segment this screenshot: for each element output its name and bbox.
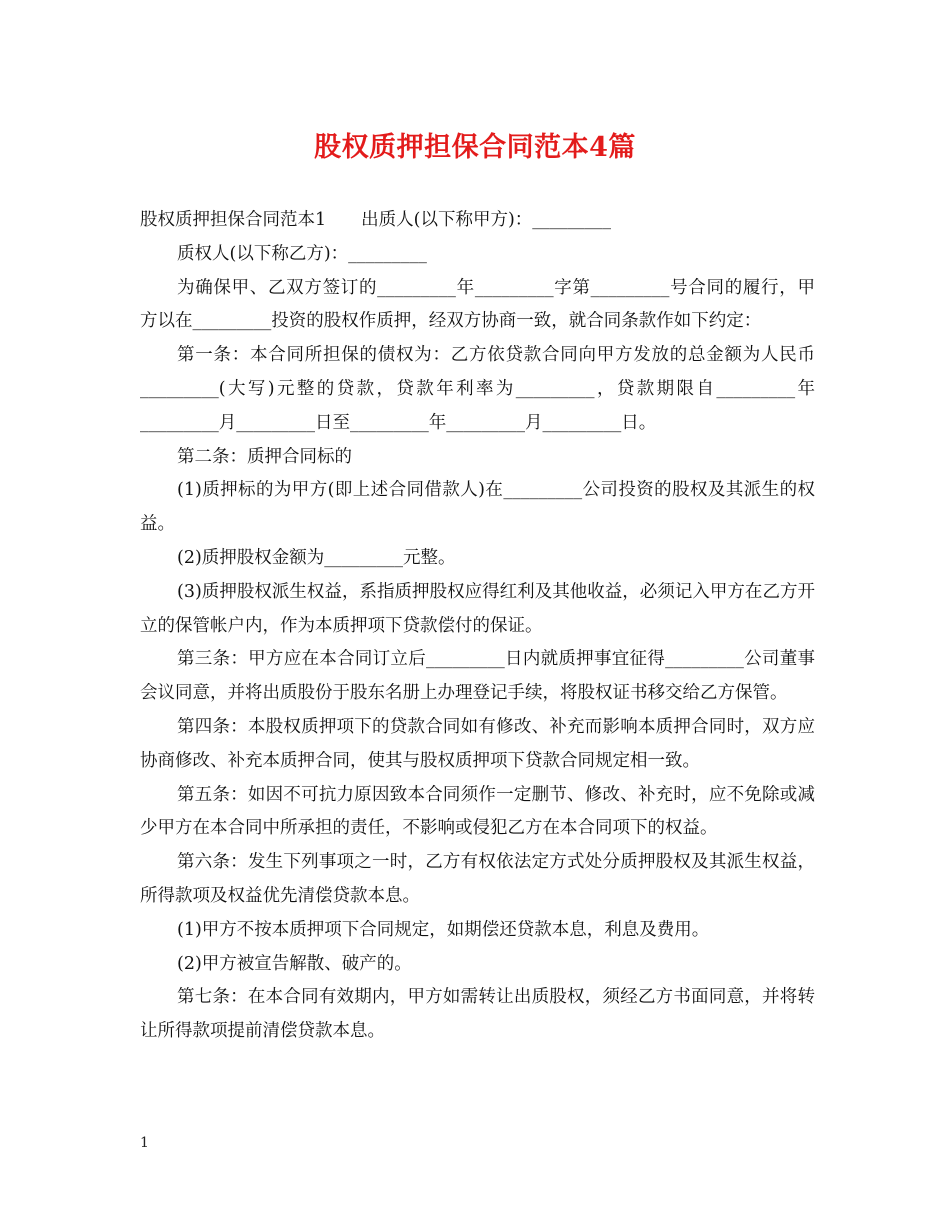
paragraph-article-2: 第二条：质押合同标的 bbox=[177, 446, 352, 467]
paragraph-preamble: 为确保甲、乙双方签订的_________年_________字第_________号合同的履行，甲方以在_________投资的股权作质押，经双方协商一致，就合同条款作如下约定： bbox=[140, 277, 815, 332]
paragraph-article-4: 第四条：本股权质押项下的贷款合同如有修改、补充而影响本质押合同时，双方应协商修改、补充本质押合同，使其与股权质押项下贷款合同规定相一致。 bbox=[140, 716, 815, 771]
paragraph-article-7: 第七条：在本合同有效期内，甲方如需转让出质股权，须经乙方书面同意，并将转让所得款项提前清偿贷款本息。 bbox=[140, 987, 815, 1042]
paragraph-article-2-item-2: (2)质押股权金额为_________元整。 bbox=[177, 547, 456, 568]
document-title: 股权质押担保合同范本4篇 bbox=[314, 132, 636, 163]
paragraph-article-5: 第五条：如因不可抗力原因致本合同须作一定删节、修改、补充时，应不免除或减少甲方在本合同中所承担的责任，不影响或侵犯乙方在本合同项下的权益。 bbox=[140, 784, 815, 839]
page-number: 1 bbox=[140, 1135, 149, 1151]
paragraph-article-2-item-1: (1)质押标的为甲方(即上述合同借款人)在_________公司投资的股权及其派生的权益。 bbox=[140, 480, 815, 535]
paragraph-pledgee: 质权人(以下称乙方)：_________ bbox=[177, 243, 427, 264]
paragraph-article-2-item-3: (3)质押股权派生权益，系指质押股权应得红利及其他收益，必须记入甲方在乙方开立的保管帐户内，作为本质押项下贷款偿付的保证。 bbox=[140, 581, 815, 636]
paragraph-article-6-item-1: (1)甲方不按本质押项下合同规定，如期偿还贷款本息，利息及费用。 bbox=[177, 919, 710, 940]
document-body bbox=[140, 204, 815, 1049]
paragraph-heading-parties: 股权质押担保合同范本1 出质人(以下称甲方)：_________ bbox=[140, 210, 612, 230]
paragraph-article-6: 第六条：发生下列事项之一时，乙方有权依法定方式处分质押股权及其派生权益，所得款项及权益优先清偿贷款本息。 bbox=[140, 852, 815, 906]
paragraph-article-1: 第一条：本合同所担保的债权为：乙方依贷款合同向甲方发放的总金额为人民币_________(大写)元整的贷款，贷款年利率为_________，贷款期限自_________年_________月_________日至_________年_________月_________日。 bbox=[140, 345, 815, 433]
paragraph-article-3: 第三条：甲方应在本合同订立后_________日内就质押事宜征得_________公司董事会议同意，并将出质股份于股东名册上办理登记手续，将股权证书移交给乙方保管。 bbox=[140, 649, 815, 704]
paragraph-article-6-item-2: (2)甲方被宣告解散、破产的。 bbox=[177, 953, 412, 974]
